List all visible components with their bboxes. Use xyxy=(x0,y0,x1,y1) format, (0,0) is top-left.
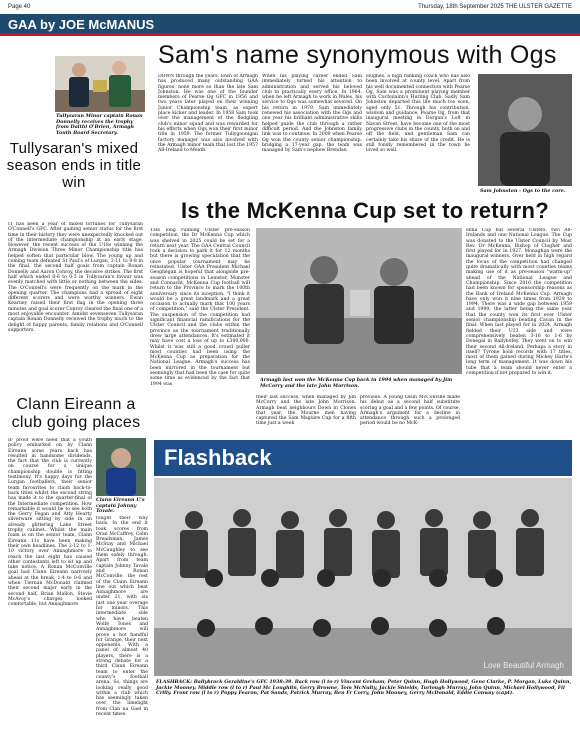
page-header xyxy=(8,4,572,14)
date-paper: Thursday, 18th September 2025 THE ULSTER GAZETTE xyxy=(418,4,572,10)
clann-headline: Clann Eireann a club going places xyxy=(11,396,141,431)
flashback-caption: FLASHBACK: Ballybrack Geraldine's GFC 1938-39. Back row (l to r) Vincent Greham, Peter Quinn, Hugh Hollywood, Gene Clarke, P. Morgan, Luke Quinn, Jackie Mooney. Middle row (l to r) Paul Mc Loughlin, Gerry Browne, Tom McNulty, Jackie Shields, Turlough Murray, John Quinn, Michael Hollywood, Fil Crilly. Front row (l to r) Poppy Fearon, Pat Sands, Patrick Murray, Ben Fr Corry, John Mooney, Gerry McDonald, Eddie Conway (capt). xyxy=(156,679,572,697)
section-banner xyxy=(0,14,580,36)
tully-headline: Tullysaran's mixed season ends in title win xyxy=(6,140,142,191)
mckenna-col3: previous. A young Oisin McConville made his debut as a second half substitute scoring a goal and a few points. Of course, Armagh's argument for a decline in attendance through such a prolonged period would be no McK- xyxy=(360,395,460,427)
tully-body: IT has been a year of mixed fortunes for Tullysaran O'Connell's GFC. After gaining senior status for the first time in their history they were unexpectedly knocked out of the intermediate championship at an early stage. However, the recent success of the U18s winning the Armagh Division Three Minor Championship title has helped soften that particular blow. The young up and coming team defeated St Paul's of Lurgan, 2-11 to 0-8 in the final, the second half goals from captain Ronan Donnelly and Aaron Conroy, the decisive strikes. The first half which ended 0-6 to 0-5 in Tullysaran's favour was evenly matched with little or nothing between the sides. The O'Connell's were frequently on the mark in the opening quarter. The champions had a spread of eight different scorers and were worthy winners. Ewan Kearney raised their first flag in the opening three minutes and goal scorer Conroy cleared the final one of a most enjoyable encounter. Amidst sevenseven Tullysaran captain Ronan Donnelly received the trophy much to the delight of happy parents, family relations and O'Connell supporters. xyxy=(8,222,143,333)
trophy-photo xyxy=(55,56,145,112)
mckenna-col4: enna Cup but several Ulsters, two All-Irelands and one National League. The Cup was donated to the Ulster Council by Most Rev. Dr McKenna, Bishop of Clogher and first played for in 1927. Monaghan were the inaugural winners. Over held in high regard the focus of the competition had changed quite dramatically with most counties teams making use of it as pre-season "warm-up" ahead of the National League and Championship. Since 2016 the competition had been known for sponsorship reasons as the Bank of Ireland McKenna Cup. Armagh have only won it nine times from 1929 to 1994. There was a wide gap between 1959 and 1990, the latter being the same year that the county won its first ever Ulster senior championship beating Cavan in the final. When last played for in 2024, Armagh fielded their U23 side and were comprehensively beaten 3-16 to 1-6 by Donegal in Ballybofey. They went on to win their second All-Ireland. Perhaps a story in itself? Tyrone hold records with 17 titles, most of them gained during Mickey Harte's long term of management. It was down his tube that a team should never enter a competition if not prepared to win it. xyxy=(466,228,572,377)
flashback-title: Flashback xyxy=(164,445,272,470)
sams-col3: Hughes, a high ranking coach who has also been involved at county level. Apart from his well documented connection with Pearse Og, Sam was a prominent playing member with Cuchulainn's Hurling Club. Sadly Sam Johnston departed this life much too soon, aged only 51. Through his contribution, wisdom and guidance, Pearse Og, from that inaugural meeting in Dorgan's Loft in Navan Street, have become one of the most progressive clubs in the county, both on and off the field, and gentleman Sam can certainly take his share of the credit. He is still fondly remembered in the town he loved so well. xyxy=(366,74,470,154)
mckenna-col2: their last success, when managed by Jim McCorry and the late John Morrison. Armagh beat neighbours Down in Clones that year, the Mourne men having captured the Sam Maguire Cup for a fifth time just a week xyxy=(256,395,356,427)
sam-caption: Sam Johnston - Ogs to the core. xyxy=(480,188,566,194)
mckenna-caption: Armagh last won the McKenna Cup back in 1994 when managed by Jim McCorry and the late John Morrison. xyxy=(260,377,453,389)
trophy-caption: Tullysaran Minor captain Ronan Donnelly receives the trophy from Daithi O'Brien, Armagh Youth Board Secretary. xyxy=(56,113,143,136)
flashback-watermark: Love Beautiful Armagh xyxy=(483,661,564,670)
clann-caption: Clann Eireann U's captain Johnny Tovale. xyxy=(96,497,145,515)
flashback-title-bar xyxy=(154,440,572,476)
sam-johnston-photo xyxy=(478,74,572,186)
page-number: Page 40 xyxy=(8,4,31,10)
mckenna-headline: Is the McKenna Cup set to return? xyxy=(180,198,550,223)
sams-col1: DOWN through the years, town of Armagh has produced many outstanding GAA figures, none more so than the late Sam Johnston. He was one of the founder members of Pearse Og GFC in 1956 and two years later played on their winning Junior Championship team, as expert place kicker and leader. In 1958 Sam took over the management of the fledgling club's minor squad and was rewarded for his efforts when Ogs won their first minor title in 1959. The former Tullygoonigan factory manager was also involved with the Armagh minor team that lost the 1957 All-Ireland to Meath. xyxy=(158,74,258,154)
clann-col2: fought their way back. In the end it took scores from Oran McCaffrey, Colm Breadsman, James McStay and Michael McCaughley to see them safely through. Apart from team captain Johnny Tavale and Ronan McConville, the rest of the Clann Eireann line out which beat Annaghmore are under 21, with six just one year overage for minors. This intermediate side who have beaten Wolfe Tones and Annaghmore will prove a hot handful for Grange, their next opponents. With a panel of almost 40 players, there is a strong debate for a third Clann Eireann team to enter the county's football arena. So, things are looking really good within a club which has seemingly taken over the limelight from Clan na Gael in recent times. xyxy=(96,516,148,717)
mckenna-col1: THE long running Ulster pre-season competition, the Dr McKenna Cup which was shelved in 2025 could be set for a return next year. The GAA Central Council took a decision to park it for 12 months but there is growing speculation that the once popular tournament may be reinstated. Ulster GAA President Michael Geoghegan is hopeful that alongside pre-season competitions in Leinster, Munster and Connacht, McKenna Cup football will return to the Province to mark the 100th anniversary since its inception. "I think it would be a great landmark and a great occasion to actually mark that 100 years of competition," said the Ulster President. The suspension of the competition had significant financial ramifications for the Ulster Council and the clubs within the province as the tournament traditionally drew large attendances. It's estimated it may have cost a loss of up to £300,000. Whilst it was still a good crowd puller most counties had been using the McKenna Cup as preparation for the National League. Armagh's success has been mirrored in the tournament but seemingly that had been the case for quite some time as evidenced by the fact that 1994 was xyxy=(150,228,250,387)
mckenna-photo xyxy=(256,228,462,374)
flashback-team-photo xyxy=(154,478,572,676)
banner-title: GAA by JOE McMANUS xyxy=(8,17,155,32)
sams-headline: Sam's name synonymous with Ogs xyxy=(158,41,557,69)
sams-col2: When his playing career ended Sam immediately turned his attention to administration and served his beloved club in practically every office. In 1964, when he left Armagh to work in Wales, his service to Ogs was somewhat severed. On his return in 1979, Sam immediately renewed his association with the Ogs and one year his brilliant administrative skills helped guide the club through a rather difficult period. And the Johnston family link was to continue. In 2009 when Pearse Og won the county senior championship, bridging a 17-year gap, the team was managed by Sam's nephew Brendan xyxy=(262,74,362,154)
clann-col1: IF proof were need that a youth policy embarked on by Clann Eireann some years back has resulted in handsome dividends, the fact that the club is currently on course for a unique championship double is fitting testimony. It's happy days for the Lurgan footballers, their senior team favourites to claim back-to-back titles whilst the second string has made it to the quarter-final of the Intermediate competition. How remarkable it would be to see both the Gerry Fegan and Atty Hearty silverware sitting by side in an already glittering Lake Street trophy cabinet. Whilst the main foam is on the senior team, Clann Eireann 11s have been making their own headlines. The 2-12 to 1-10 victory over Annaghmore to reach the last eight has caused other contestants left to sit up and take notice. A Ronan McConville goal had Clann Eireann narrowly ahead at the break, 1-4 to 0-6 and when Tiernan McDonald claimed their second major early in the second half, Brian Mallon, Stevie McAvoy's charges looked comfortable, but Annaghmore xyxy=(8,438,92,608)
clann-captain-photo xyxy=(96,438,146,496)
